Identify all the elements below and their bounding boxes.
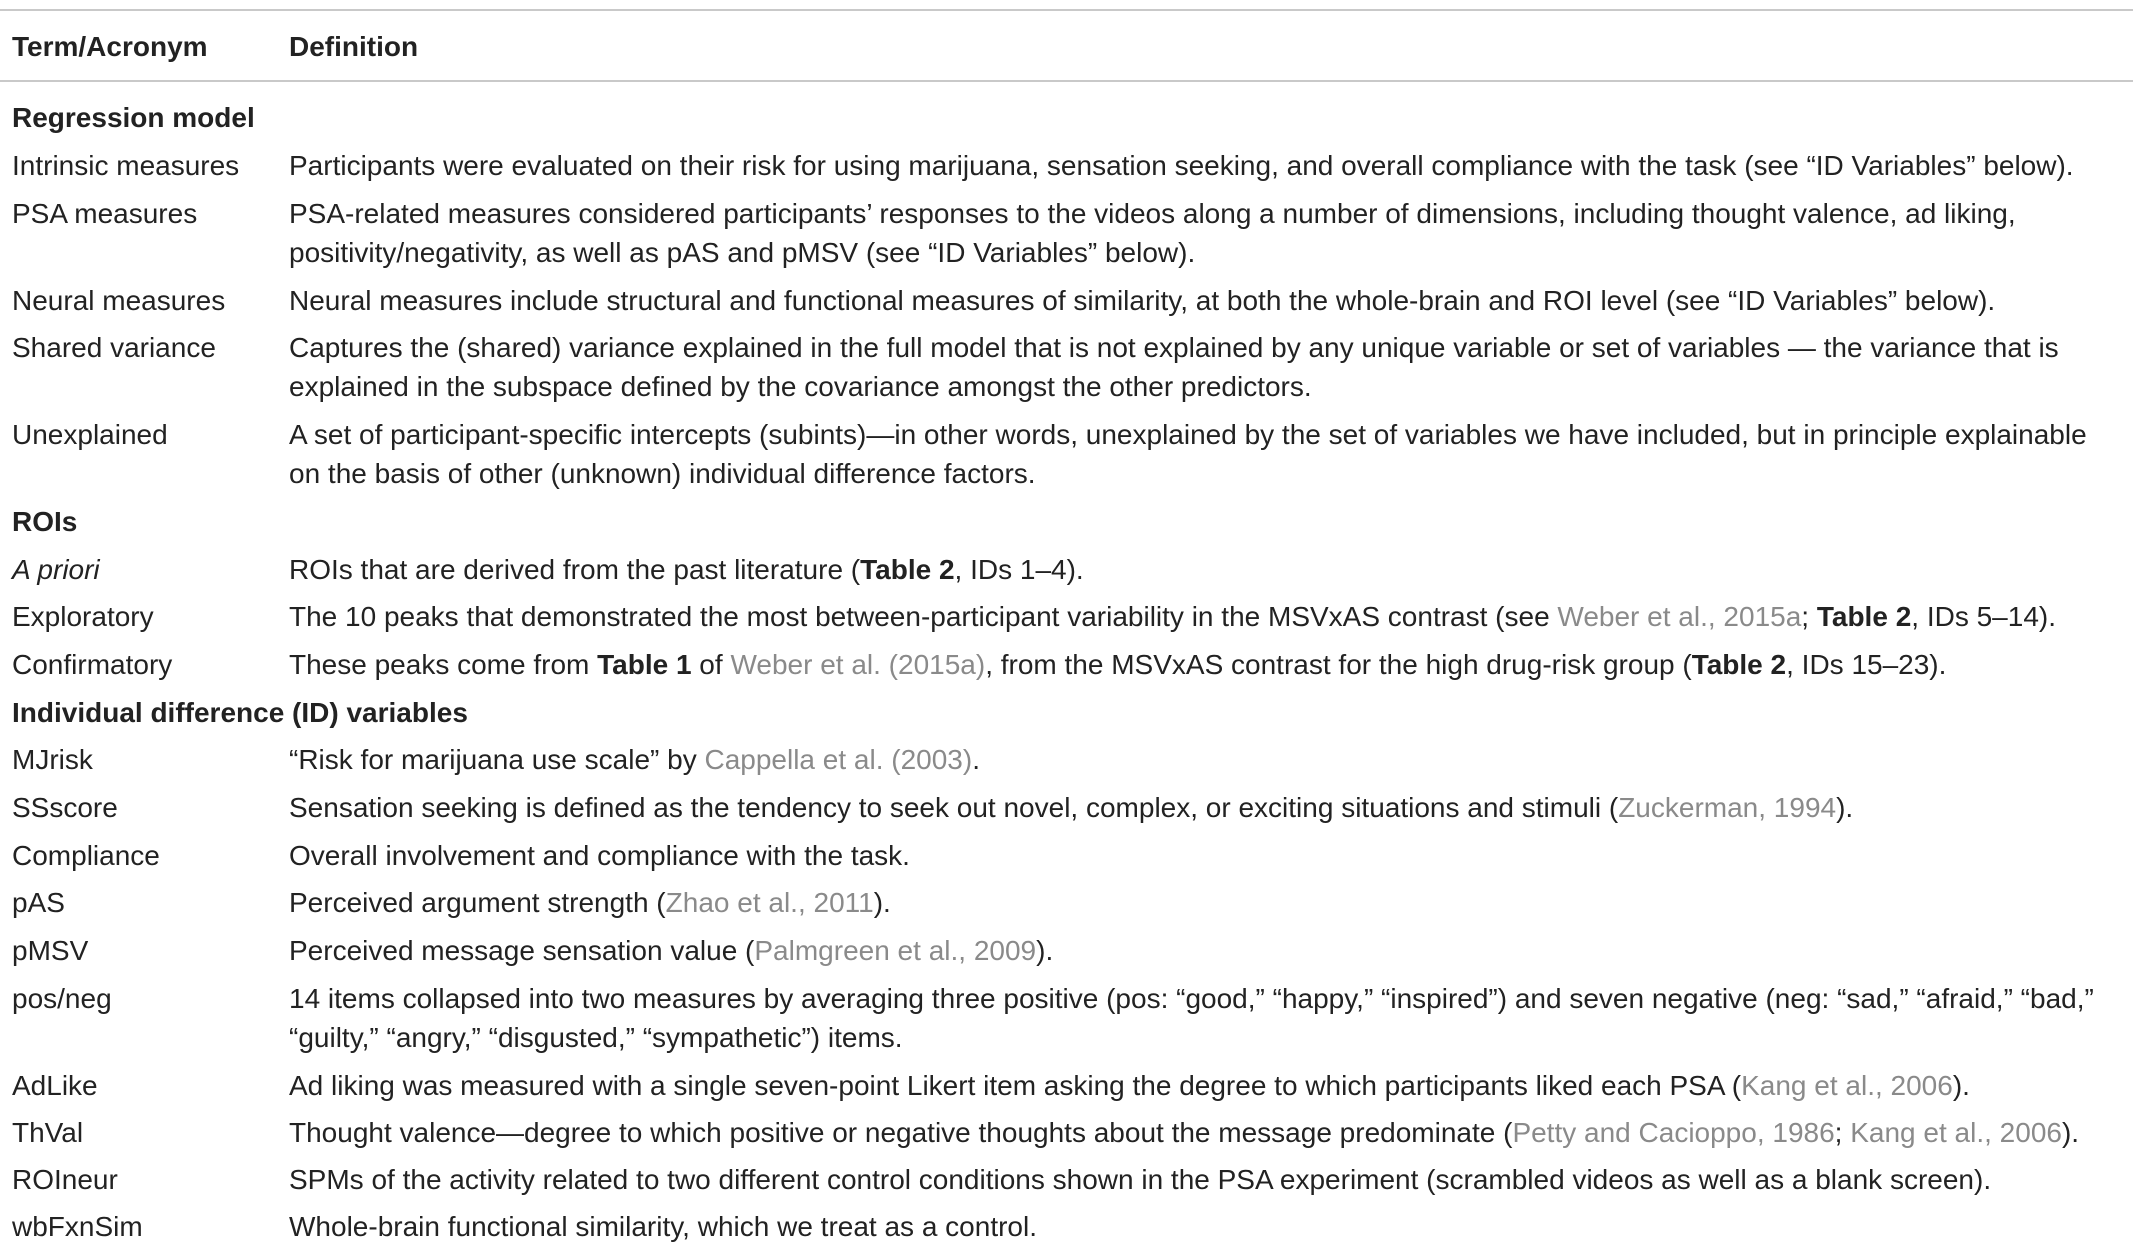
definition-text: . [972,744,980,775]
definition-text: , IDs 1–4). [954,554,1084,585]
definition-cell: Whole-brain functional similarity, which we treat as a control. [289,1211,1038,1242]
definition-text: Sensation seeking is defined as the tendency to seek out novel, complex, or exciting situations and stimuli ( [289,792,1619,823]
term-cell: Confirmatory [12,649,173,680]
definition-cell [289,550,2129,589]
table-reference: Table 2 [1691,649,1787,680]
term-cell: Shared variance [12,332,216,363]
definition-text: ; [1801,601,1817,632]
definition-text: ). [1952,1070,1970,1101]
term-cell: Intrinsic measures [12,150,240,181]
section-heading-rois: ROIs [12,506,78,537]
term-cell: AdLike [12,1070,98,1101]
section-heading-regression: Regression model [12,102,255,133]
definition-text: ). [873,887,891,918]
definition-cell: SPMs of the activity related to two different control conditions shown in the PSA experiment (scrambled videos as well as a blank screen). [289,1164,1992,1195]
definition-text: of [691,649,731,680]
term-cell: PSA measures [12,198,198,229]
definition-cell [289,788,2129,827]
definition-text: Perceived argument strength ( [289,887,666,918]
section-heading-id-variables: Individual difference (ID) variables [12,697,468,728]
definition-text: Perceived message sensation value ( [289,935,755,966]
term-cell: Exploratory [12,601,154,632]
definition-text: ; [1834,1117,1851,1148]
term-cell: pMSV [12,935,89,966]
citation-link[interactable]: Weber et al. (2015a) [730,649,986,680]
citation-link[interactable]: Zuckerman, 1994 [1618,792,1837,823]
term-cell: Compliance [12,840,160,871]
header-definition-column: Definition [289,31,419,62]
definition-cell [289,1113,2129,1152]
definition-cell: Captures the (shared) variance explained in the full model that is not explained by any unique variable or set of variables — the variance that is explained in the subspace defined by the covariance amongst the other predictors. [289,332,2059,402]
citation-link[interactable]: Petty and Cacioppo, 1986 [1512,1117,1835,1148]
definition-text: Ad liking was measured with a single seven-point Likert item asking the degree to which participants liked each PSA ( [289,1070,1742,1101]
header-term-column: Term/Acronym [12,31,208,62]
definition-cell [289,597,2129,636]
definition-cell: A set of participant-specific intercepts (subints)—in other words, unexplained by the set of variables we have included, but in principle explainable on the basis of other (unknown) individual difference factors. [289,419,2087,489]
definition-text: ). [1836,792,1854,823]
citation-link[interactable]: Kang et al., 2006 [1850,1117,2062,1148]
definition-text: “Risk for marijuana use scale” by [289,744,705,775]
citation-link[interactable]: Palmgreen et al., 2009 [754,935,1037,966]
definition-text: Thought valence—degree to which positive or negative thoughts about the message predominate ( [289,1117,1513,1148]
definition-text: , IDs 15–23). [1786,649,1947,680]
definition-cell [289,645,2129,684]
definition-cell: PSA-related measures considered participants’ responses to the videos along a number of dimensions, including thought valence, ad liking, positivity/negativity, as well as pAS and pMSV (see “ID Variables” below). [289,198,2016,268]
definition-text: ). [2061,1117,2080,1148]
term-cell: Unexplained [12,419,168,450]
definition-text: , IDs 5–14). [1911,601,2056,632]
table-reference: Table 2 [860,554,955,585]
definition-text: ). [1036,935,1054,966]
term-cell: Neural measures [12,285,226,316]
definition-text: ROIs that are derived from the past literature ( [289,554,861,585]
definition-text: The 10 peaks that demonstrated the most between-participant variability in the MSVxAS contrast (see [289,601,1558,632]
definition-cell [289,740,2129,779]
citation-link[interactable]: Weber et al., 2015a [1557,601,1802,632]
term-cell: ROIneur [12,1164,118,1195]
citation-link[interactable]: Cappella et al. (2003) [704,744,973,775]
term-cell: pos/neg [12,983,112,1014]
citation-link[interactable]: Kang et al., 2006 [1741,1070,1953,1101]
citation-link[interactable]: Zhao et al., 2011 [665,887,874,918]
term-cell: SSscore [12,792,118,823]
definition-cell [289,883,2129,922]
table-reference: Table 2 [1816,601,1912,632]
definition-cell: Neural measures include structural and functional measures of similarity, at both the whole-brain and ROI level (see “ID Variables” below). [289,285,1996,316]
term-cell: MJrisk [12,744,93,775]
table-header-rule [0,80,2133,82]
definition-cell: Overall involvement and compliance with the task. [289,840,910,871]
table-top-rule [0,9,2133,11]
definition-cell [289,1066,2129,1105]
definition-cell [289,931,2129,970]
definition-cell: Participants were evaluated on their risk for using marijuana, sensation seeking, and overall compliance with the task (see “ID Variables” below). [289,150,2074,181]
term-cell: wbFxnSim [12,1211,143,1242]
term-cell: A priori [12,554,100,585]
definition-text: These peaks come from [289,649,598,680]
term-cell: pAS [12,887,65,918]
definition-cell: 14 items collapsed into two measures by averaging three positive (pos: “good,” “happy,” “inspired”) and seven negative (neg: “sad,” “afraid,” “bad,” “guilty,” “angry,” “disgusted,” “sympathetic”) items. [289,983,2094,1053]
definition-text: , from the MSVxAS contrast for the high drug-risk group ( [985,649,1692,680]
term-cell: ThVal [12,1117,84,1148]
table-reference: Table 1 [597,649,692,680]
